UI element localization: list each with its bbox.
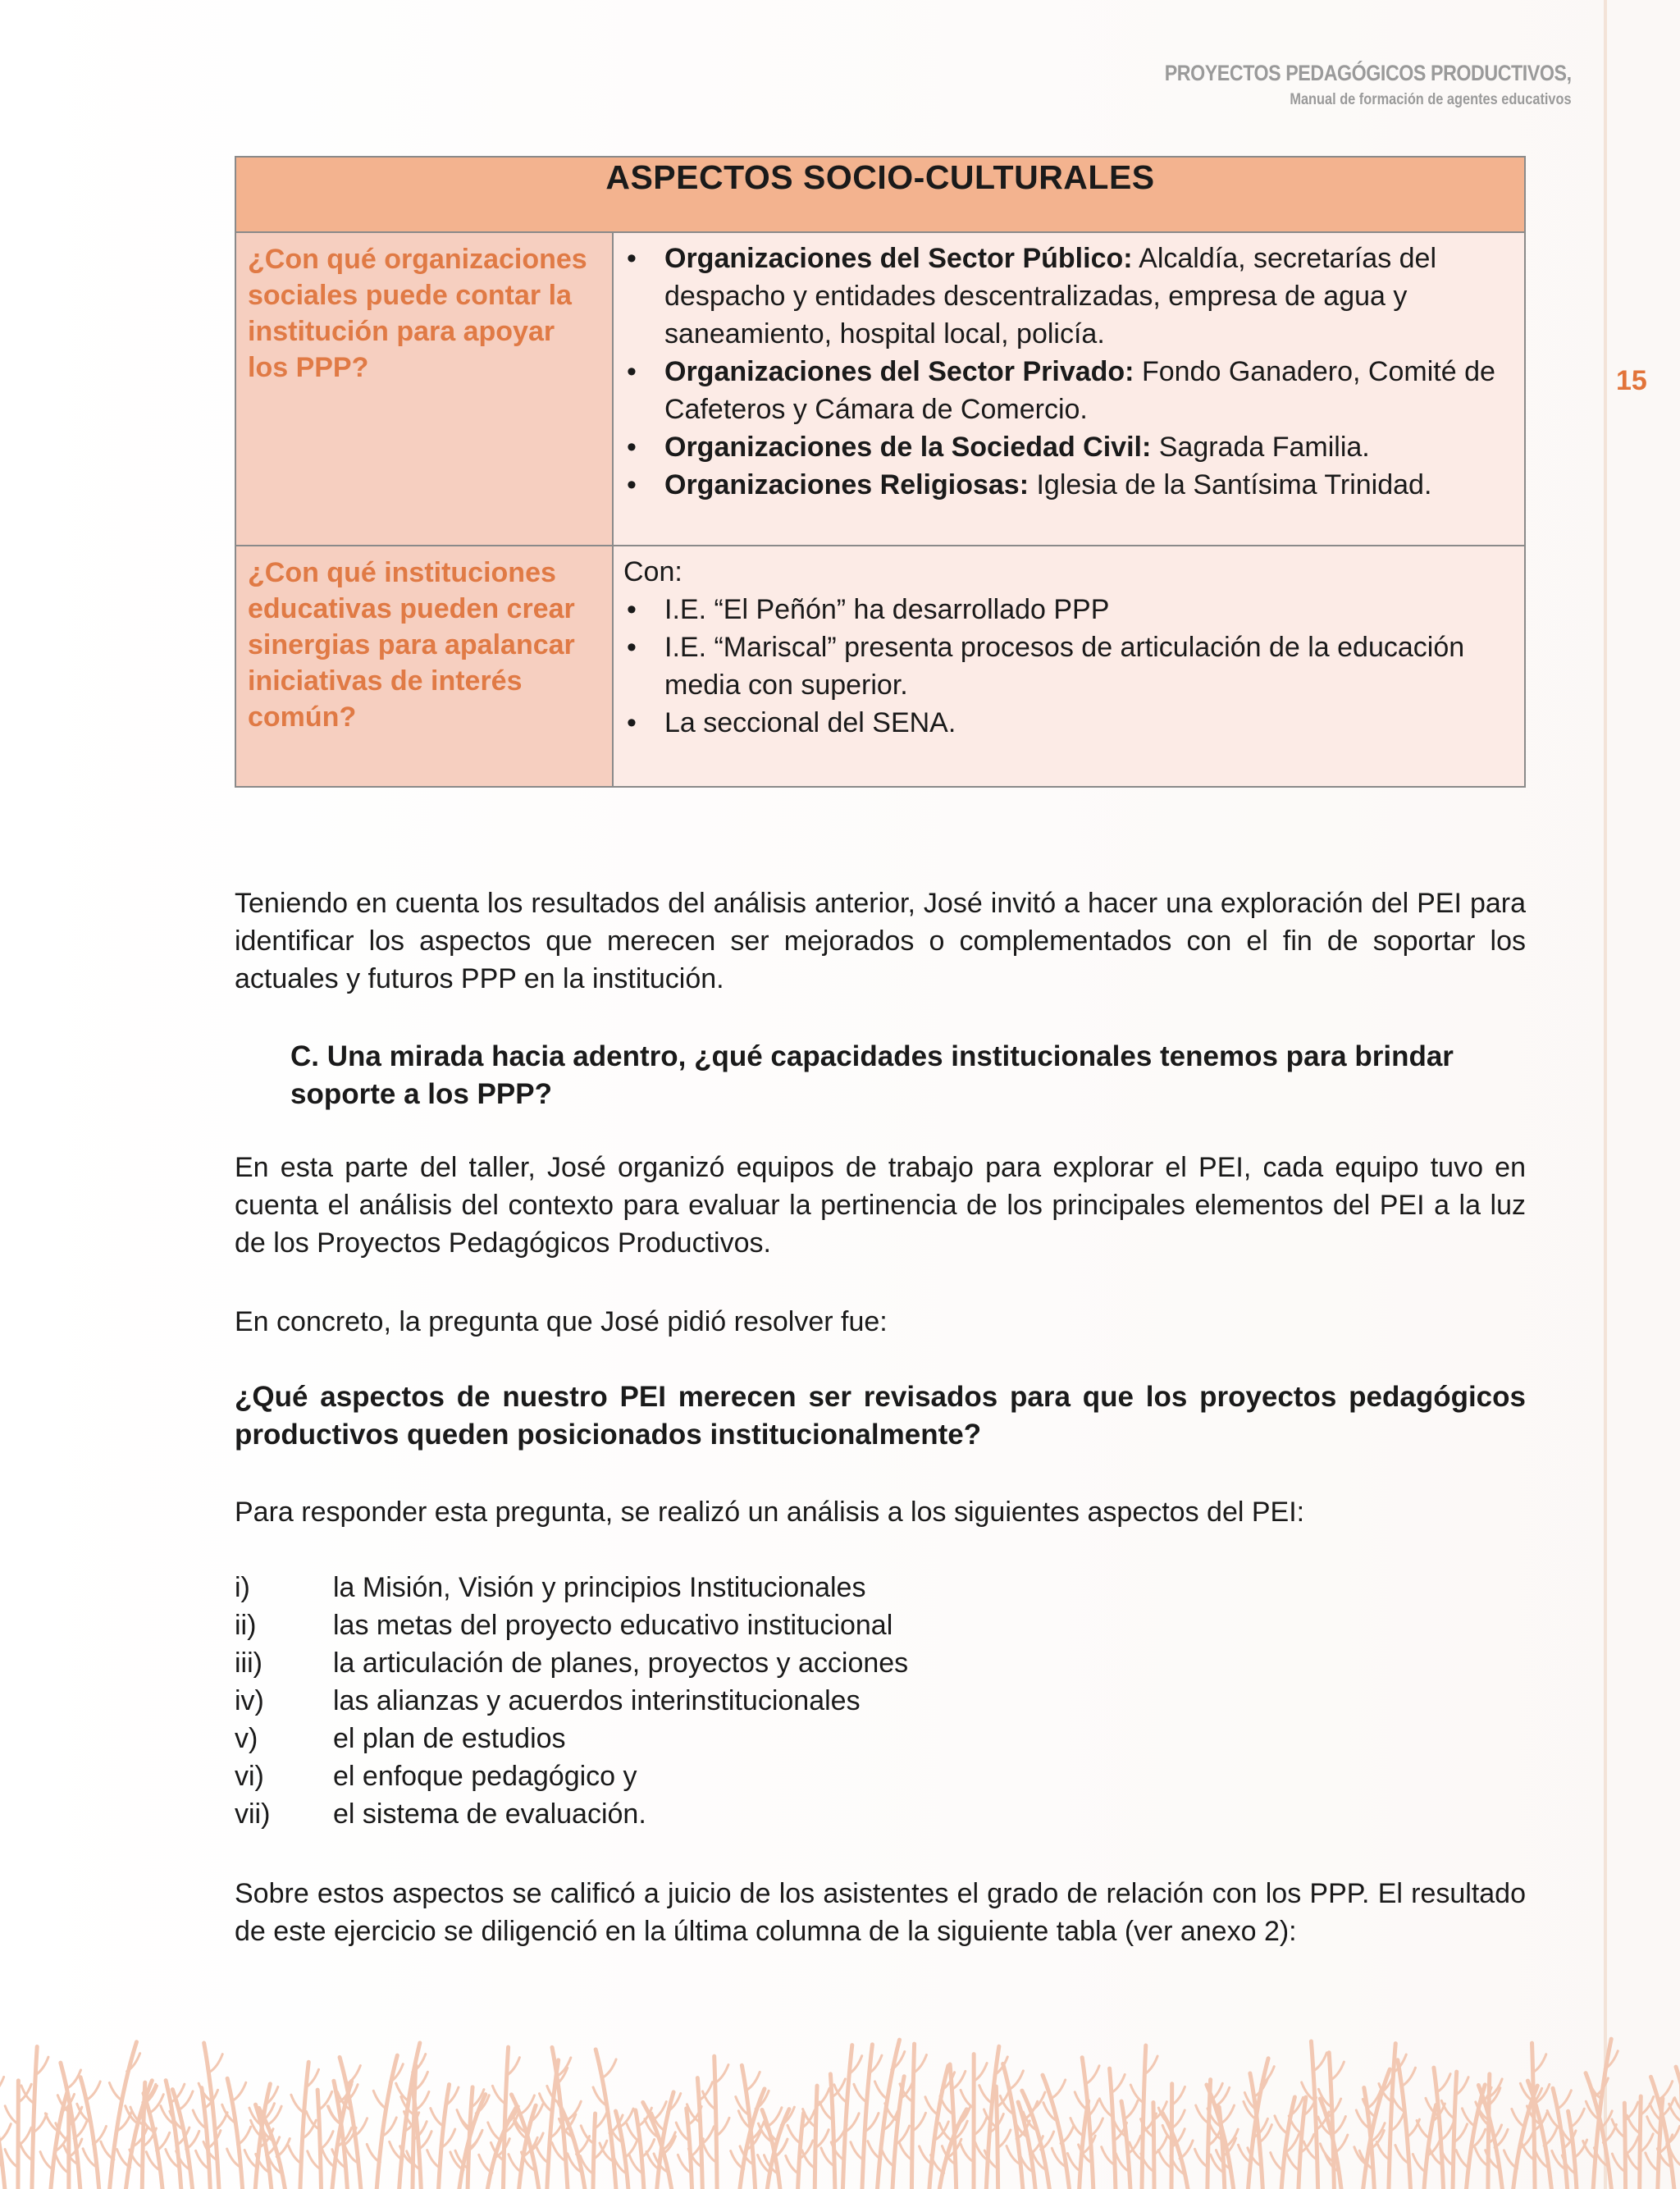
paragraph: Teniendo en cuenta los resultados del análisis anterior, José invitó a hacer una exploración del PEI para identificar los aspectos que merecen ser mejorados o complementados con el fin de soportar los actuales y futuros PPP en la institución. [235, 888, 1526, 994]
list-text: las metas del proyecto educativo institucional [333, 1610, 893, 1641]
grass-leaf [233, 2082, 246, 2100]
grass-leaf [244, 2150, 258, 2168]
grass-leaf [1052, 2080, 1066, 2098]
section-heading: C. Una mirada hacia adentro, ¿qué capacidades institucionales tenemos para brindar soporte a los PPP? [290, 1040, 1454, 1110]
grass-blade [1153, 2103, 1154, 2189]
grass-blade [1624, 2103, 1625, 2189]
item-label: Organizaciones de la Sociedad Civil: [664, 432, 1152, 463]
grass-leaf [854, 2084, 867, 2102]
page-number: 15 [1616, 365, 1647, 396]
pei-aspects-list [235, 1569, 1383, 1833]
list-number: v) [235, 1723, 258, 1754]
grass-blade [1110, 2068, 1116, 2189]
grass-leaf [1402, 2068, 1415, 2086]
list-text: la articulación de planes, proyectos y acciones [333, 1647, 909, 1679]
item-text: Alcaldía, secretarías del despacho y entidades descentralizadas, empresa de agua y saneamiento, hospital local, policía. [664, 243, 1437, 350]
grass-blade [596, 2050, 616, 2189]
grass-leaf [117, 2150, 130, 2168]
grass-leaf [1061, 2125, 1074, 2143]
grass-blade [1488, 2074, 1490, 2189]
grass-blade [911, 2044, 914, 2189]
list-number: iii) [235, 1647, 262, 1679]
grass-leaf [731, 2151, 744, 2169]
grass-leaf [881, 2149, 894, 2167]
grass-leaf [1504, 2150, 1517, 2168]
table-row [235, 546, 1525, 787]
question-cell: ¿Con qué instituciones educativas pueden crear sinergias para apalancar iniciativas de interés común? [235, 546, 613, 787]
grass-leaf [1180, 2141, 1193, 2159]
grass-blade [1311, 2041, 1317, 2189]
grass-leaf [1125, 2100, 1138, 2118]
grass-leaf [431, 2109, 444, 2127]
grass-blade [714, 2056, 717, 2189]
grass-leaf [1335, 2135, 1348, 2153]
grass-blade [1281, 2097, 1294, 2189]
answer-list [623, 591, 1500, 742]
list-item [235, 1795, 1383, 1833]
answer-cell [613, 232, 1525, 546]
grass-blade [80, 2077, 99, 2189]
grass-leaf [1558, 2091, 1571, 2109]
grass-leaf [1462, 2109, 1475, 2127]
header-subtitle: Manual de formación de agentes educativos [1290, 91, 1572, 108]
grass-leaf [653, 2101, 666, 2119]
list-item: • I.E. “El Peñón” ha desarrollado PPP [623, 591, 1500, 628]
grass-leaf [874, 2082, 888, 2100]
grass-leaf [347, 2066, 360, 2084]
grass-blade [503, 2047, 508, 2189]
grass-leaf [746, 2072, 760, 2090]
grass-leaf [1627, 2115, 1640, 2133]
grass-blade [1003, 2063, 1023, 2189]
grass-leaf [157, 2132, 170, 2150]
paragraph: Para responder esta pregunta, se realizó un análisis a los siguientes aspectos del PEI: [235, 1497, 1305, 1528]
grass-blade [862, 2045, 872, 2189]
grass-leaf [1574, 2140, 1587, 2158]
grass-leaf [1067, 2154, 1080, 2172]
grass-blade [697, 2078, 702, 2189]
grass-leaf [373, 2091, 386, 2109]
grass-blade [593, 2114, 596, 2189]
grass-leaf [979, 2086, 993, 2104]
list-item [623, 428, 1500, 466]
list-item [235, 1569, 1383, 1606]
list-item [235, 1682, 1383, 1720]
header-title: PROYECTOS PEDAGÓGICOS PRODUCTIVOS, [1165, 61, 1572, 85]
grass-blade [300, 2062, 308, 2189]
list-number: iv) [235, 1685, 264, 1716]
list-item [623, 240, 1500, 353]
question-cell: ¿Con qué organizaciones sociales puede contar la institución para apoyar los PPP? [235, 232, 613, 546]
grass-blade [1453, 2072, 1457, 2189]
grass-leaf [624, 2140, 637, 2158]
grass-blade [144, 2093, 162, 2189]
list-number: i) [235, 1572, 250, 1603]
answer-cell [613, 546, 1525, 787]
item-text: Iglesia de la Santísima Trinidad. [1029, 469, 1432, 500]
running-header [1098, 61, 1572, 109]
grass-blade [1142, 2045, 1146, 2189]
grass-leaf [1417, 2120, 1430, 2138]
list-text: las alianzas y acuerdos interinstitucionales [333, 1685, 861, 1716]
grass-blade [32, 2047, 37, 2189]
item-label: Organizaciones Religiosas: [664, 469, 1029, 500]
list-text: la Misión, Visión y principios Institucionales [333, 1572, 866, 1603]
grass-blade [202, 2088, 210, 2189]
list-text: el plan de estudios [333, 1723, 566, 1754]
grass-leaf [40, 2152, 53, 2170]
grass-blade [830, 2074, 834, 2189]
grass-blade [317, 2090, 321, 2189]
grass-leaf [1258, 2125, 1271, 2143]
paragraph: En esta parte del taller, José organizó equipos de trabajo para explorar el PEI, cada equipo tuvo en cuenta el análisis del contexto para evaluar la pertinencia de los principales elementos del PEI a la luz de los Proyectos Pedagógicos Productivos. [235, 1152, 1526, 1259]
grass-leaf [925, 2097, 938, 2115]
grass-leaf [1331, 2062, 1344, 2080]
guiding-question: ¿Qué aspectos de nuestro PEI merecen ser revisados para que los proyectos pedagógicos productivos queden posicionados institucionalmente? [235, 1381, 1526, 1451]
socio-cultural-table [235, 156, 1526, 788]
item-text: Sagrada Familia. [1151, 432, 1370, 463]
paragraph: Sobre estos aspectos se calificó a juicio de los asistentes el grado de relación con los PPP. El resultado de este ejercicio se diligenció en la última columna de la siguiente tabla (ver anexo 2): [235, 1878, 1526, 1947]
margin-rule [1604, 0, 1607, 2189]
grass-leaf [180, 2091, 193, 2109]
grass-leaf [788, 2125, 801, 2143]
grass-leaf [238, 2127, 251, 2145]
paragraph: En concreto, la pregunta que José pidió resolver fue: [235, 1306, 888, 1337]
grass-leaf [603, 2059, 616, 2077]
grass-leaf [1437, 2074, 1450, 2092]
grass-blade [110, 2042, 137, 2189]
grass-leaf [186, 2131, 199, 2149]
grass-blade [1640, 2096, 1641, 2189]
grass-leaf [209, 2054, 222, 2072]
list-item [235, 1644, 1383, 1682]
grass-leaf [1675, 2098, 1680, 2116]
grass-leaf [1275, 2116, 1288, 2134]
grass-leaf [1456, 2150, 1469, 2168]
list-item [235, 1606, 1383, 1644]
list-item [623, 466, 1500, 504]
grass-leaf [0, 2124, 11, 2142]
grass-leaf [416, 2091, 429, 2109]
grass-leaf [1571, 2109, 1584, 2127]
item-text: Fondo Ganadero, Comité de Cafeteros y Cámara de Comercio. [664, 356, 1495, 425]
grass-leaf [1221, 2105, 1235, 2123]
grass-leaf [715, 2065, 728, 2083]
answer-list [623, 240, 1500, 504]
grass-leaf [492, 2086, 505, 2104]
item-label: Organizaciones del Sector Privado: [664, 356, 1134, 387]
list-text: el sistema de evaluación. [333, 1798, 646, 1830]
grass-leaf [1010, 2071, 1023, 2089]
grass-leaf [1659, 2082, 1673, 2100]
answer-intro: Con: [623, 556, 682, 587]
item-label: Organizaciones del Sector Público: [664, 243, 1133, 274]
grass-blade [1434, 2068, 1444, 2189]
list-number: ii) [235, 1610, 257, 1641]
list-item [235, 1720, 1383, 1757]
grass-leaf [291, 2095, 304, 2113]
grass-blade [815, 2086, 817, 2189]
list-number: vii) [235, 1798, 271, 1830]
grass-decoration [0, 2035, 1680, 2189]
list-item [235, 1757, 1383, 1795]
grass-leaf [1646, 2153, 1659, 2171]
grass-leaf [1544, 2127, 1557, 2146]
grass-leaf [488, 2123, 501, 2141]
list-item: • La seccional del SENA. [623, 704, 1500, 742]
grass-blade [1389, 2044, 1395, 2189]
grass-blade [1650, 2077, 1673, 2189]
grass-blade [996, 2086, 998, 2189]
grass-blade [950, 2064, 956, 2189]
list-item [623, 353, 1500, 428]
grass-leaf [0, 2077, 4, 2095]
table-row [235, 232, 1525, 546]
grass-leaf [1495, 2129, 1508, 2147]
grass-leaf [769, 2108, 782, 2126]
grass-leaf [1086, 2066, 1099, 2084]
grass-blade [468, 2087, 472, 2189]
list-number: vi) [235, 1761, 264, 1792]
grass-blade [439, 2085, 450, 2189]
grass-blade [892, 2077, 904, 2189]
grass-leaf [1413, 2154, 1426, 2172]
grass-leaf [1271, 2153, 1284, 2171]
grass-leaf [87, 2082, 100, 2100]
grass-leaf [786, 2155, 799, 2173]
grass-leaf [1533, 2054, 1546, 2072]
grass-leaf [479, 2155, 492, 2173]
grass-blade [0, 2072, 5, 2189]
grass-leaf [1112, 2074, 1125, 2092]
list-text: el enfoque pedagógico y [333, 1761, 637, 1792]
grass-leaf [1512, 2109, 1525, 2127]
grass-leaf [21, 2086, 34, 2104]
grass-leaf [427, 2150, 441, 2168]
grass-leaf [1313, 2053, 1326, 2071]
table-title: ASPECTOS SOCIO-CULTURALES [235, 157, 1525, 232]
grass-blade [842, 2045, 851, 2189]
list-item: • I.E. “Mariscal” presenta procesos de articulación de la educación media con superior. [623, 628, 1500, 704]
grass-leaf [109, 2082, 122, 2100]
grass-leaf [268, 2106, 281, 2124]
grass-leaf [509, 2155, 522, 2173]
grass-leaf [1286, 2153, 1299, 2171]
